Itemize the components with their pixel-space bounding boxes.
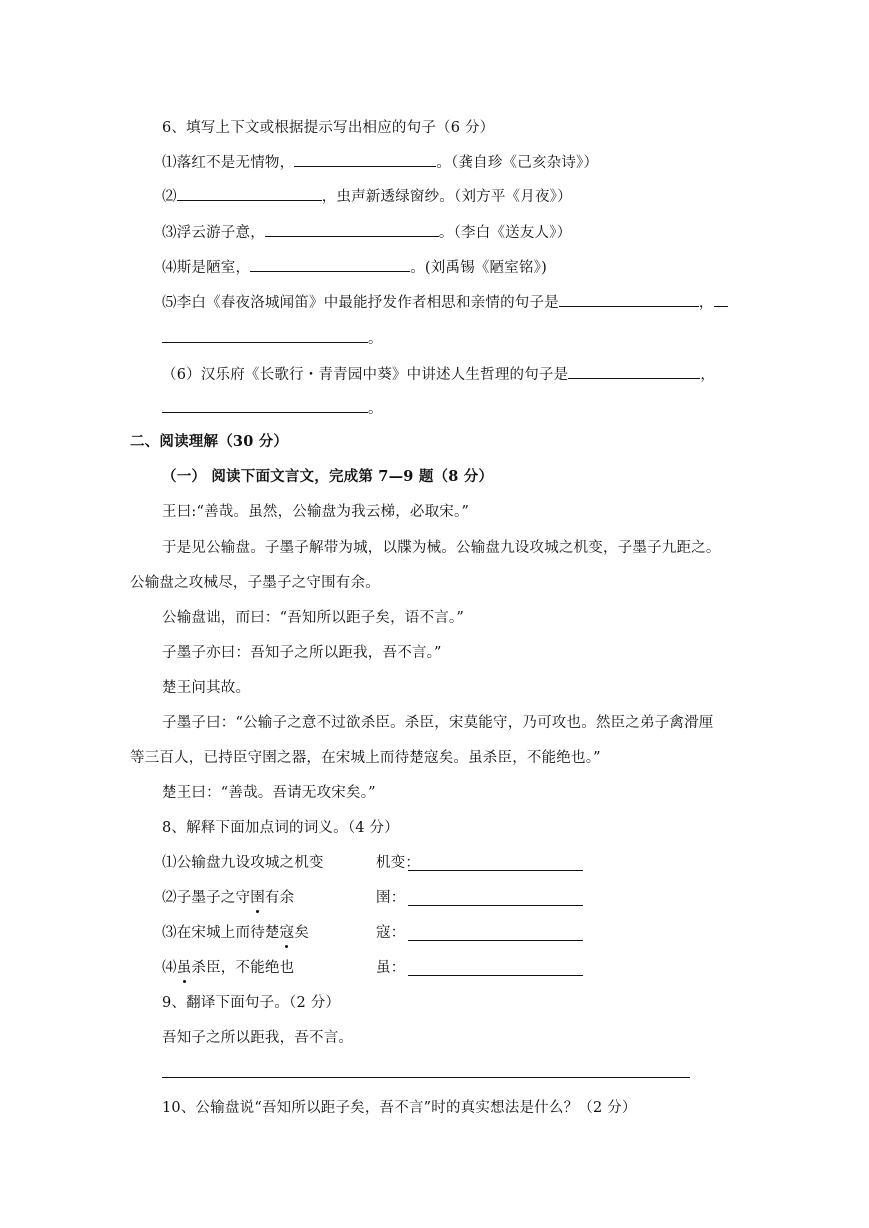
q6-item-1-suffix: 。（龚自珍《己亥杂诗》） bbox=[436, 155, 599, 171]
q6-item-6-prefix: （6）汉乐府《长歌行・青青园中葵》中讲述人生哲理的句子是 bbox=[162, 367, 569, 383]
q6-item-2-suffix: ，虫声新透绿窗纱。（刘方平《月夜》） bbox=[321, 189, 572, 205]
q6-item-5-blank-b[interactable] bbox=[714, 292, 728, 307]
q6-item-1-blank[interactable] bbox=[294, 152, 436, 167]
q8-row-2-keyword: 圉 bbox=[250, 890, 265, 906]
q6-heading: 6、填写上下文或根据提示写出相应的句子（6 分） bbox=[162, 120, 495, 136]
q6-item-3-blank[interactable] bbox=[265, 222, 439, 237]
q6-item-2-blank[interactable] bbox=[177, 186, 322, 201]
q8-row-1-label: 机变： bbox=[376, 855, 421, 871]
q8-row-2-answer-line[interactable] bbox=[408, 905, 583, 906]
q6-item-6-blank-a[interactable] bbox=[568, 364, 700, 379]
q6-item-6-blank-b[interactable] bbox=[162, 398, 368, 413]
q8-row-4-c: 杀臣，不能绝也 bbox=[191, 960, 295, 976]
q6-item-3-suffix: 。（李白《送友人》） bbox=[438, 225, 572, 241]
q6-item-5-blank-c[interactable] bbox=[162, 328, 368, 343]
q6-item-6-end: 。 bbox=[368, 401, 383, 417]
q6-item-4-blank[interactable] bbox=[250, 257, 410, 272]
passage-para-2b: 公输盘之攻械尽，子墨子之守围有余。 bbox=[130, 575, 380, 591]
q6-item-2 bbox=[162, 186, 572, 207]
q8-row-4-answer-line[interactable] bbox=[408, 975, 583, 976]
q8-row-1-text bbox=[162, 853, 324, 873]
q6-item-1-prefix: ⑴落红不是无情物， bbox=[162, 155, 295, 171]
q8-row-3-text bbox=[162, 923, 309, 943]
passage-para-1: 王曰:“善哉。虽然，公输盘为我云梯，必取宋。” bbox=[162, 504, 470, 520]
q8-row-2-c: 有余 bbox=[264, 890, 295, 906]
q6-item-3-prefix: ⑶浮云游子意， bbox=[162, 225, 265, 241]
q6-item-5-blank-a[interactable] bbox=[559, 292, 699, 307]
q9-answer-line[interactable] bbox=[162, 1077, 690, 1078]
q6-item-6 bbox=[162, 364, 715, 385]
reading-1-heading: （一） 阅读下面文言文，完成第 7—9 题（8 分） bbox=[162, 468, 494, 485]
q8-row-2-a: ⑵子墨子之守 bbox=[162, 890, 251, 906]
q6-item-4 bbox=[162, 257, 547, 278]
q8-row-2-label: 圉： bbox=[376, 890, 406, 906]
q6-item-1 bbox=[162, 152, 598, 173]
q9-heading: 9、翻译下面句子。（2 分） bbox=[162, 995, 341, 1011]
q8-row-3-keyword: 寇 bbox=[279, 925, 295, 941]
q6-item-6-comma: ， bbox=[700, 367, 716, 383]
q6-item-5-continued bbox=[162, 328, 383, 349]
q6-item-5-prefix: ⑸李白《春夜洛城闻笛》中最能抒发作者相思和亲情的句子是 bbox=[162, 295, 559, 311]
q8-row-3-a: ⑶在宋城上而待楚 bbox=[162, 925, 280, 941]
q6-item-3 bbox=[162, 222, 571, 243]
q8-row-4-label: 虽： bbox=[376, 960, 406, 976]
q6-item-5-comma: ， bbox=[698, 295, 714, 311]
q8-row-4-a: ⑷ bbox=[162, 960, 177, 976]
q6-item-4-suffix: 。(刘禹锡《陋室铭》) bbox=[410, 260, 547, 276]
q10-heading: 10、公输盘说“吾知所以距子矣，吾不言”时的真实想法是什么？（2 分） bbox=[162, 1100, 637, 1116]
q8-row-1-answer-line[interactable] bbox=[408, 870, 583, 871]
passage-para-3: 公输盘诎，而曰：“吾知所以距子矣，语不言。” bbox=[162, 610, 464, 626]
q8-row-4-text bbox=[162, 958, 294, 978]
q8-row-3-c: 矣 bbox=[294, 925, 310, 941]
q6-item-4-prefix: ⑷斯是陋室， bbox=[162, 260, 251, 276]
passage-para-5: 楚王问其故。 bbox=[162, 680, 251, 696]
q8-row-3-answer-line[interactable] bbox=[408, 940, 583, 941]
q6-item-5-end: 。 bbox=[368, 331, 383, 347]
q8-row-1-keyword: 机变 bbox=[294, 855, 324, 871]
q8-row-4-keyword: 虽 bbox=[176, 960, 192, 976]
q8-row-3-label: 寇： bbox=[376, 925, 406, 941]
q9-sentence: 吾知子之所以距我，吾不言。 bbox=[162, 1030, 354, 1046]
q6-item-2-prefix: ⑵ bbox=[162, 189, 177, 205]
passage-para-2a: 于是见公输盘。子墨子解带为城，以牒为械。公输盘九设攻城之机变，子墨子九距之。 bbox=[162, 540, 721, 556]
q8-row-2-text bbox=[162, 888, 294, 908]
q8-row-1-a: ⑴公输盘九设攻城之 bbox=[162, 855, 295, 871]
section-2-heading: 二、阅读理解（30 分） bbox=[130, 433, 289, 450]
passage-para-6b: 等三百人，已持臣守圉之器，在宋城上而待楚寇矣。虽杀臣，不能绝也。” bbox=[130, 750, 601, 766]
passage-para-7: 楚王曰：“善哉。吾请无攻宋矣。” bbox=[162, 785, 376, 801]
q6-item-5 bbox=[162, 292, 728, 313]
passage-para-4: 子墨子亦曰：吾知子之所以距我，吾不言。” bbox=[162, 645, 442, 661]
q6-item-6-continued bbox=[162, 398, 383, 419]
q8-heading: 8、解释下面加点词的词义。（4 分） bbox=[162, 820, 399, 836]
passage-para-6a: 子墨子曰：“公输子之意不过欲杀臣。杀臣，宋莫能守，乃可攻也。然臣之弟子禽滑厘 bbox=[162, 715, 714, 731]
